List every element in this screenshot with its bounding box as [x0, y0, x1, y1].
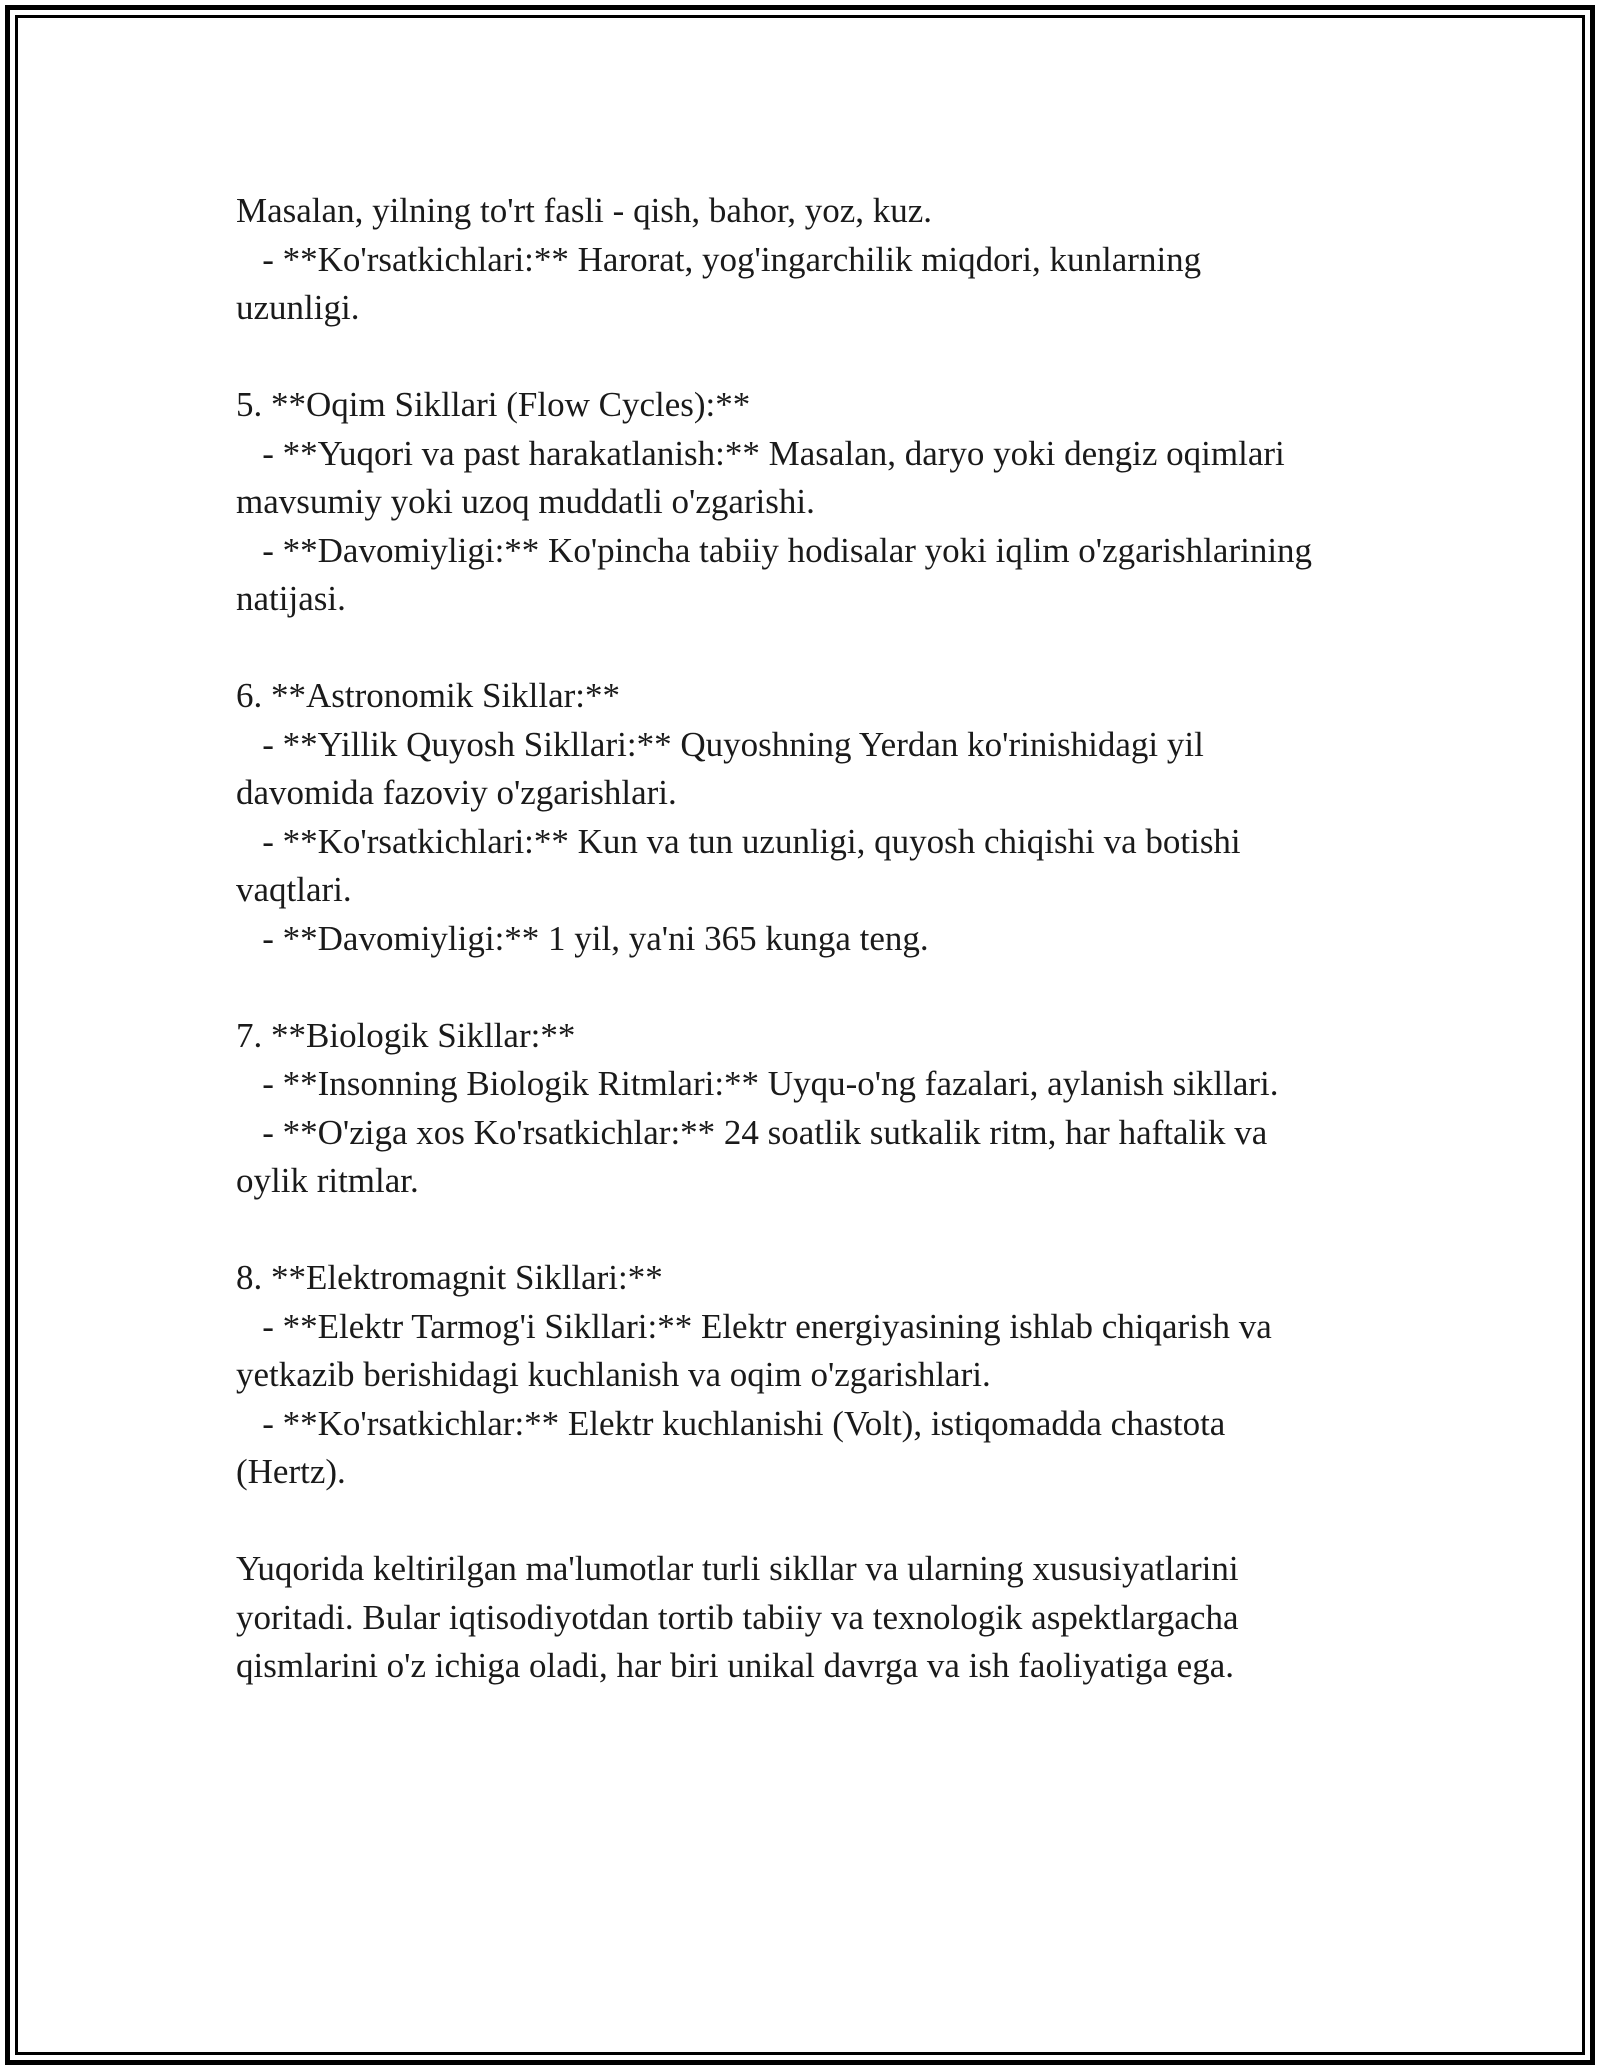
text-line: - **O'ziga xos Ko'rsatkichlar:** 24 soatlik sutkalik ritm, har haftalik va: [236, 1112, 1268, 1152]
section-heading: 8. **Elektromagnit Sikllari:**: [236, 1258, 663, 1297]
section-heading: 6. **Astronomik Sikllar:**: [236, 676, 621, 715]
text-line: - **Davomiyligi:** 1 yil, ya'ni 365 kunga teng.: [236, 918, 929, 958]
text-line: davomida fazoviy o'zgarishlari.: [236, 773, 677, 812]
text-line: - **Insonning Biologik Ritmlari:** Uyqu-o'ng fazalari, aylanish sikllari.: [236, 1064, 1279, 1103]
text-line: - **Ko'rsatkichlari:** Harorat, yog'ingarchilik miqdori, kunlarning: [236, 239, 1202, 279]
section-heading: 5. **Oqim Sikllari (Flow Cycles):**: [236, 385, 751, 424]
blank-line: [236, 624, 1386, 673]
text-line: yetkazib berishidagi kuchlanish va oqim o'zgarishlari.: [236, 1355, 991, 1394]
text-line: mavsumiy yoki uzoq muddatli o'zgarishi.: [236, 482, 815, 521]
blank-line: [236, 1497, 1386, 1546]
text-line: (Hertz).: [236, 1452, 346, 1491]
summary-line: yoritadi. Bular iqtisodiyotdan tortib tabiiy va texnologik aspektlargacha: [236, 1597, 1239, 1637]
text-line: - **Yuqori va past harakatlanish:** Masalan, daryo yoki dengiz oqimlari: [236, 433, 1285, 473]
text-line: Masalan, yilning to'rt fasli - qish, bahor, yoz, kuz.: [236, 191, 933, 230]
text-line: - **Davomiyligi:** Ko'pincha tabiiy hodisalar yoki iqlim o'zgarishlarining: [236, 530, 1313, 570]
blank-line: [236, 963, 1386, 1012]
section-heading: 7. **Biologik Sikllar:**: [236, 1015, 576, 1055]
text-line: - **Ko'rsatkichlar:** Elektr kuchlanishi (Volt), istiqomadda chastota: [236, 1403, 1226, 1443]
document-body: [236, 187, 1386, 1691]
text-line: natijasi.: [236, 579, 346, 618]
text-line: uzunligi.: [236, 288, 360, 327]
blank-line: [236, 333, 1386, 382]
text-line: oylik ritmlar.: [236, 1161, 419, 1200]
blank-line: [236, 1206, 1386, 1255]
text-line: vaqtlari.: [236, 870, 352, 909]
summary-line: qismlarini o'z ichiga oladi, har biri unikal davrga va ish faoliyatiga ega.: [236, 1646, 1234, 1685]
text-line: - **Yillik Quyosh Sikllari:** Quyoshning Yerdan ko'rinishidagi yil: [236, 724, 1204, 764]
summary-line: Yuqorida keltirilgan ma'lumotlar turli sikllar va ularning xususiyatlarini: [236, 1549, 1239, 1588]
text-line: - **Elektr Tarmog'i Sikllari:** Elektr energiyasining ishlab chiqarish va: [236, 1306, 1272, 1346]
text-line: - **Ko'rsatkichlari:** Kun va tun uzunligi, quyosh chiqishi va botishi: [236, 821, 1241, 861]
